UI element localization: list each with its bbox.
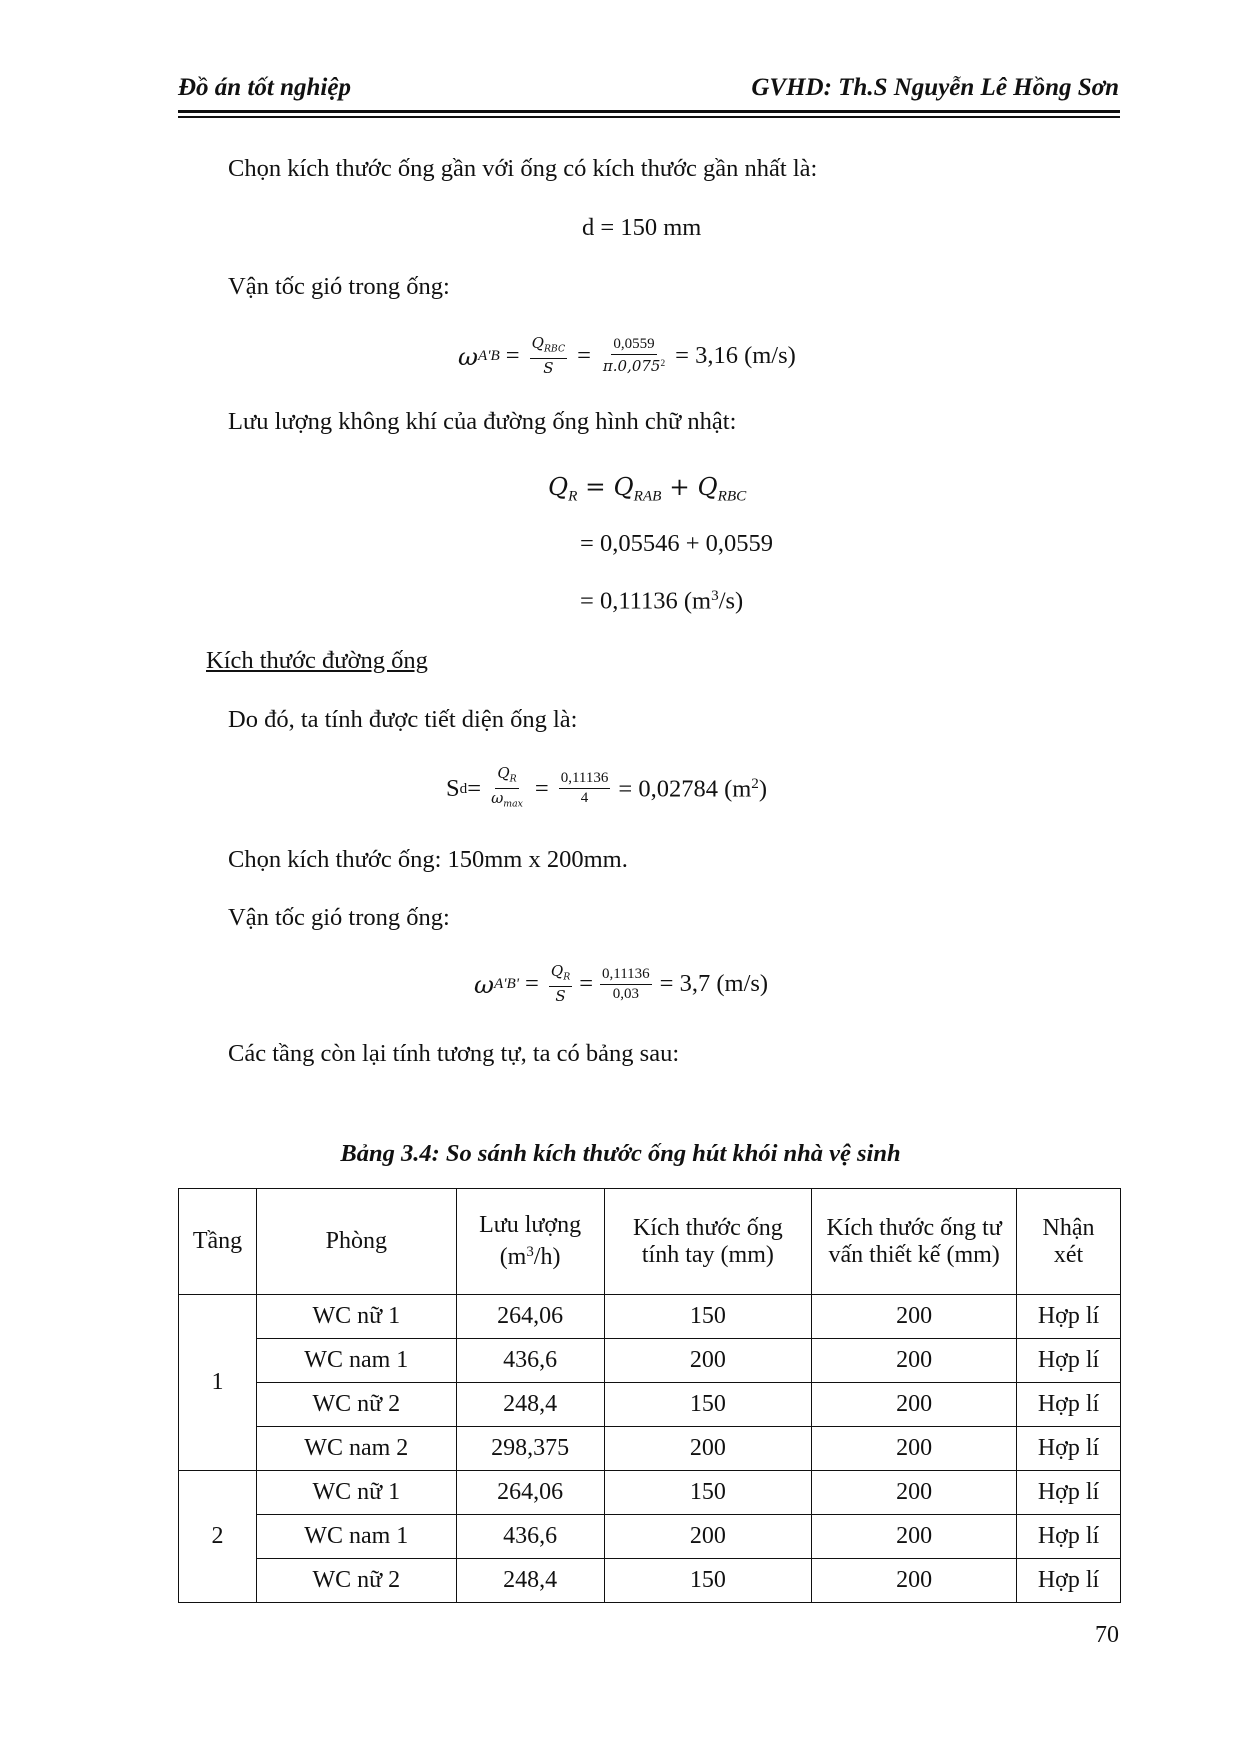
equation-result: = 3,16 (m/s) [675,342,796,370]
fraction-denominator: $\omega_{max}$ [491,789,523,810]
equals-sign-2: = [577,342,591,370]
fraction-denominator: π.0,075$^2$ [602,357,666,376]
cell-nhan-xet: Hợp lí [1017,1295,1121,1339]
equation-cross-section: S d = $\frac{Q_R}{\omega_{max}}$ = $\frac{0,11136}{4}$ = 0,02784 $(m^2)$ [446,764,767,814]
table-caption: Bảng 3.4: So sánh kích thước ống hút khói nhà vệ sinh [340,1140,901,1167]
cell-kt-tuvan: 200 [812,1295,1017,1339]
header-kt-tinh-tay: Kích thước ống tính tay (mm) [604,1189,812,1295]
cell-kt-tuvan: 200 [812,1339,1017,1383]
cell-luu-luong: 264,06 [456,1471,604,1515]
fraction-q-over-s [549,962,572,1006]
cell-phong: WC nam 2 [256,1427,456,1471]
fraction-numerator: 0,11136 [600,965,652,985]
fraction-q-over-omega [489,764,525,814]
table-row [179,1295,1121,1339]
header-left-title: Đồ án tốt nghiệp [178,74,351,101]
fraction-values [600,965,652,1004]
cell-kt-tuvan: 200 [812,1515,1017,1559]
cell-kt-tuvan: 200 [812,1383,1017,1427]
header-tang: Tầng [179,1189,257,1295]
cell-kt-tay: 150 [604,1559,812,1603]
duct-comparison-table [178,1188,1121,1603]
fraction-numerator: $Q_R$ [549,962,572,987]
cell-phong: WC nam 1 [256,1339,456,1383]
cell-kt-tay: 200 [604,1515,812,1559]
table-row [179,1427,1121,1471]
cell-phong: WC nữ 1 [256,1295,456,1339]
fraction-numerator: 0,0559 [611,335,656,355]
cell-luu-luong: 436,6 [456,1515,604,1559]
fraction-numerator: $Q_{RBC}$ [530,334,567,359]
table-row [179,1515,1121,1559]
cell-kt-tay: 200 [604,1339,812,1383]
cell-kt-tay: 150 [604,1383,812,1427]
header-kt-tu-van: Kích thước ống tư vấn thiết kế (mm) [812,1189,1017,1295]
cell-luu-luong: 248,4 [456,1559,604,1603]
cell-nhan-xet: Hợp lí [1017,1559,1121,1603]
cell-luu-luong: 436,6 [456,1339,604,1383]
cell-phong: WC nữ 1 [256,1471,456,1515]
fraction-numerator: $Q_R$ [495,764,518,789]
cell-luu-luong: 298,375 [456,1427,604,1471]
cell-kt-tay: 150 [604,1471,812,1515]
header-rule-thin [178,116,1120,118]
cell-kt-tuvan: 200 [812,1471,1017,1515]
header-luu-luong: Lưu lượng $(m^3/h)$ [456,1189,604,1295]
equation-flow-line3: = 0,11136 $(m^3/s)$ [580,587,744,615]
paragraph-table-intro: Các tầng còn lại tính tương tự, ta có bảng sau: [228,1040,680,1067]
page-number: 70 [1095,1622,1119,1648]
paragraph-air-flow: Lưu lượng không khí của đường ống hình chữ nhật: [228,408,737,435]
paragraph-choose-size: Chọn kích thước ống gần với ống có kích thước gần nhất là: [228,155,818,182]
fraction-denominator: S [555,987,566,1006]
cell-luu-luong: 264,06 [456,1295,604,1339]
cell-tang: 1 [179,1295,257,1471]
equation-diameter: d = 150 mm [582,214,702,241]
cell-phong: WC nữ 2 [256,1383,456,1427]
equation-velocity-2: ω A'B' = $\frac{Q_R}{S}$ = $\frac{0,11136}{0,03}$ = 3,7 (m/s) [474,962,769,1006]
cell-nhan-xet: Hợp lí [1017,1339,1121,1383]
fraction-values [601,335,667,377]
equals-sign: = [505,342,520,370]
fraction-denominator: 4 [580,790,589,807]
omega-subscript: A'B [477,347,500,365]
paragraph-wind-velocity-1: Vận tốc gió trong ống: [228,273,450,300]
equation-result: = 0,02784 $(m^2)$ [618,774,768,802]
cell-kt-tay: 200 [604,1427,812,1471]
equation-velocity-1 [458,334,796,378]
cell-kt-tuvan: 200 [812,1427,1017,1471]
cell-luu-luong: 248,4 [456,1383,604,1427]
section-heading-duct-size: Kích thước đường ống [206,647,428,674]
equation-flow-sum: $Q_R = Q_{RAB} + Q_{RBC}$ [548,472,747,505]
table-row [179,1339,1121,1383]
omega-symbol: ω [474,969,494,999]
cell-tang: 2 [179,1471,257,1603]
header-rule-thick [178,110,1120,113]
cell-nhan-xet: Hợp lí [1017,1471,1121,1515]
cell-kt-tuvan: 200 [812,1559,1017,1603]
cell-kt-tay: 150 [604,1295,812,1339]
table-header-row [179,1189,1121,1295]
fraction-denominator: S [543,359,554,378]
table-row [179,1559,1121,1603]
paragraph-cross-section: Do đó, ta tính được tiết diện ống là: [228,706,578,733]
cell-phong: WC nam 1 [256,1515,456,1559]
paragraph-chosen-size: Chọn kích thước ống: 150mm x 200mm. [228,846,628,873]
table-row [179,1471,1121,1515]
cell-nhan-xet: Hợp lí [1017,1383,1121,1427]
omega-subscript: A'B' [493,975,520,993]
cell-nhan-xet: Hợp lí [1017,1515,1121,1559]
fraction-values [559,769,611,808]
fraction-numerator: 0,11136 [559,769,611,789]
header-phong: Phòng [256,1189,456,1295]
header-nhan-xet: Nhận xét [1017,1189,1121,1295]
paragraph-wind-velocity-2: Vận tốc gió trong ống: [228,904,450,931]
fraction-denominator: 0,03 [612,985,639,1002]
fraction-q-over-s [530,334,567,378]
omega-symbol: ω [458,341,478,371]
equation-result: = 3,7 (m/s) [659,970,769,998]
header-right-advisor: GVHD: Th.S Nguyễn Lê Hồng Sơn [751,74,1119,101]
cell-phong: WC nữ 2 [256,1559,456,1603]
table-row [179,1383,1121,1427]
cell-nhan-xet: Hợp lí [1017,1427,1121,1471]
equation-flow-line2: = 0,05546 + 0,0559 [580,530,774,557]
